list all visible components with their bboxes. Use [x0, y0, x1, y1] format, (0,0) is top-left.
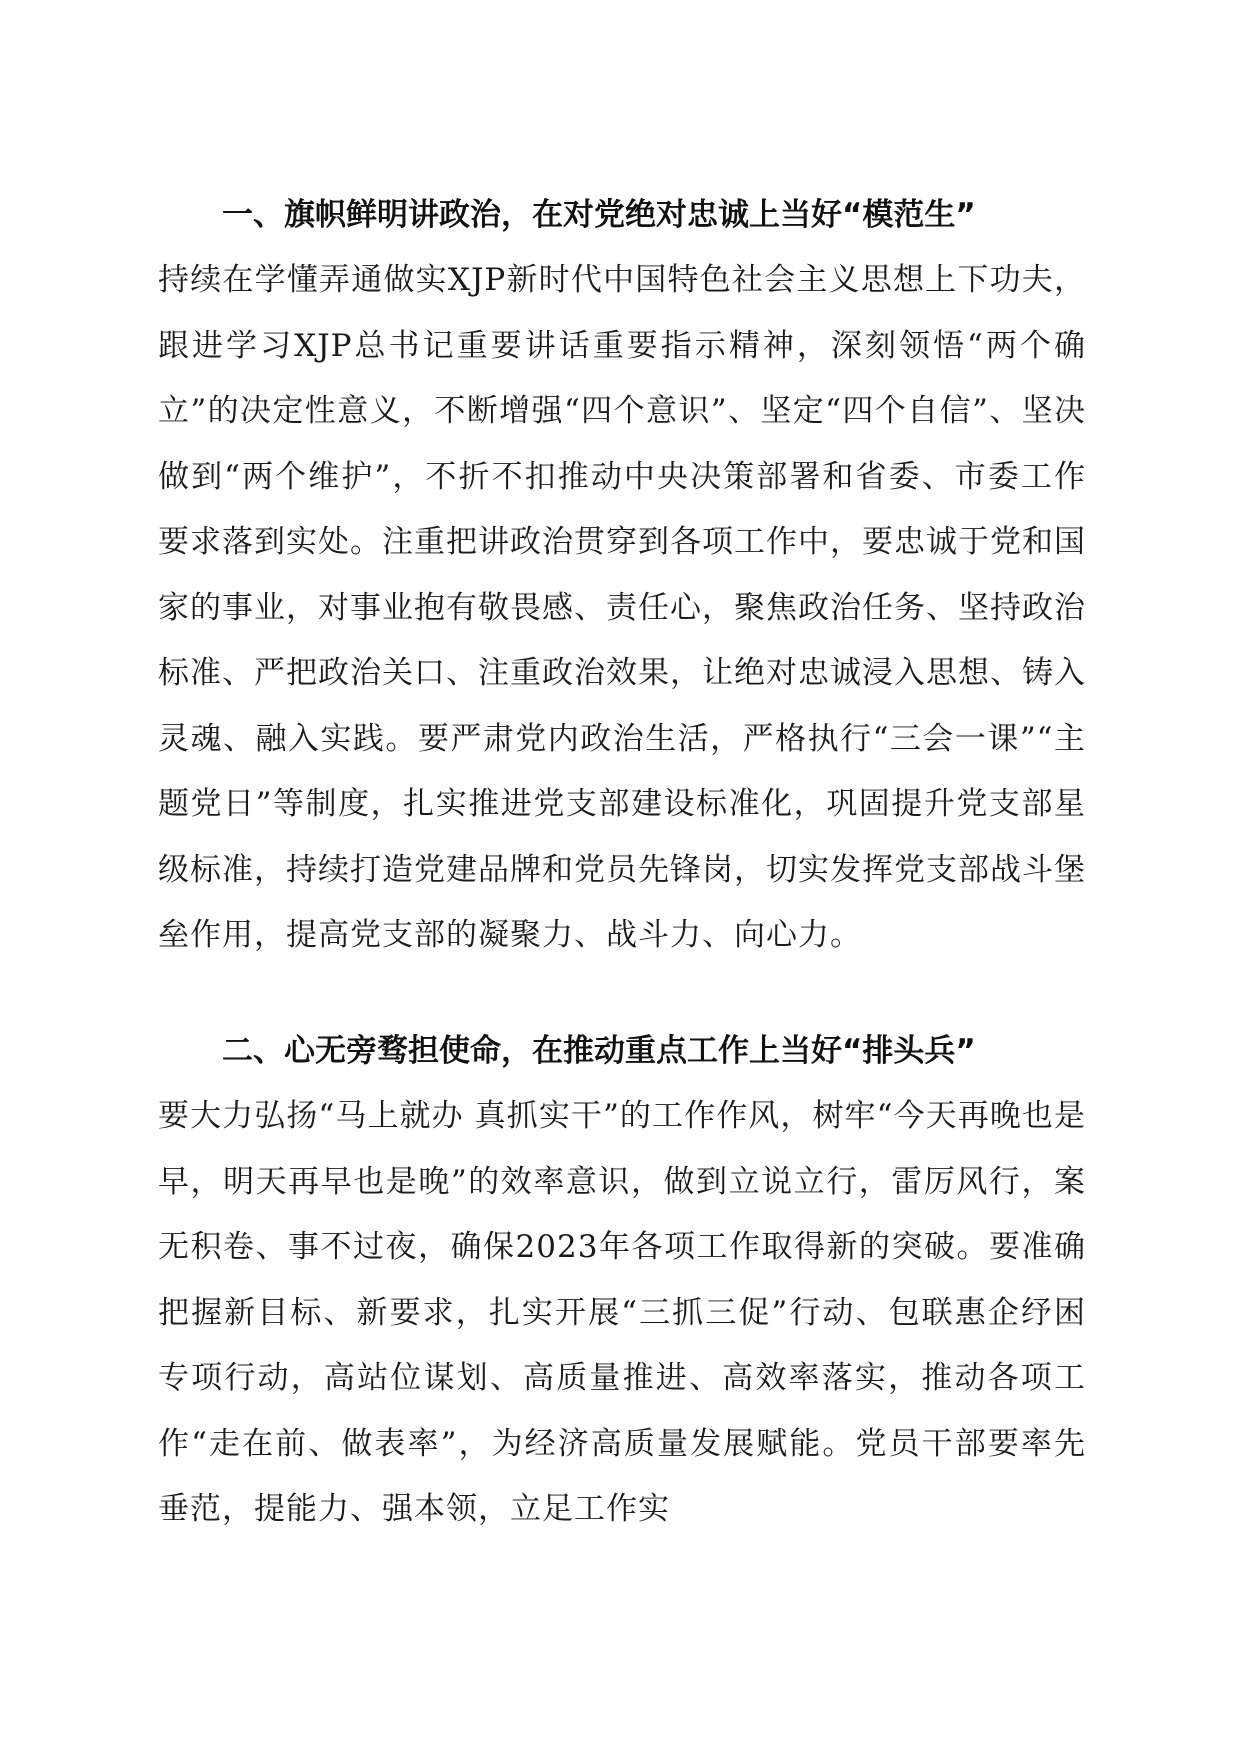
- section-2: [158, 1018, 1086, 1543]
- section-1-body: 持续在学懂弄通做实XJP新时代中国特色社会主义思想上下功夫，跟进学习XJP总书记重要讲话重要指示精神，深刻领悟“两个确立”的决定性意义，不断增强“四个意识”、坚定“四个自信”、坚决做到“两个维护”，不折不扣推动中央决策部署和省委、市委工作要求落到实处。注重把讲政治贯穿到各项工作中，要忠诚于党和国家的事业，对事业抱有敬畏感、责任心，聚焦政治任务、坚持政治标准、严把政治关口、注重政治效果，让绝对忠诚浸入思想、铸入灵魂、融入实践。要严肃党内政治生活，严格执行“三会一课”“主题党日”等制度，扎实推进党支部建设标准化，巩固提升党支部星级标准，持续打造党建品牌和党员先锋岗，切实发挥党支部战斗堡垒作用，提高党支部的凝聚力、战斗力、向心力。: [158, 262, 1086, 953]
- section-1-heading: 一、旗帜鲜明讲政治，在对党绝对忠诚上当好“模范生”: [222, 197, 976, 233]
- section-2-heading: 二、心无旁骛担使命，在推动重点工作上当好“排头兵”: [222, 1033, 976, 1069]
- section-1: [158, 182, 1086, 969]
- section-2-body: 要大力弘扬“马上就办 真抓实干”的工作作风，树牢“今天再晚也是早，明天再早也是晚”的效率意识，做到立说立行，雷厉风行，案无积卷、事不过夜，确保2023年各项工作取得新的突破。要准确把握新目标、新要求，扎实开展“三抓三促”行动、包联惠企纾困专项行动，高站位谋划、高质量推进、高效率落实，推动各项工作“走在前、做表率”，为经济高质量发展赋能。党员干部要率先垂范，提能力、强本领，立足工作实: [158, 1098, 1086, 1527]
